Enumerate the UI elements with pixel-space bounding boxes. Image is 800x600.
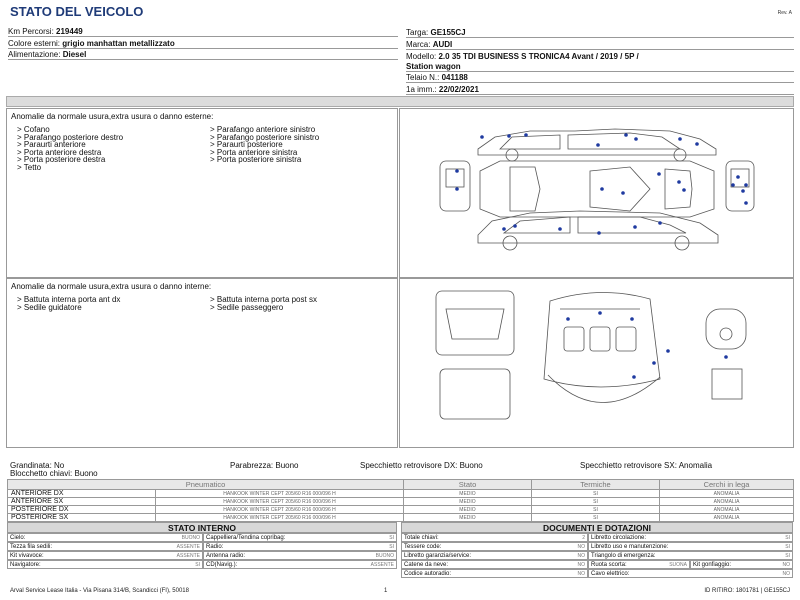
tyre-desc: HANKOOK WINTER CEPT 205/60 R16 000/096 H — [156, 498, 404, 506]
cell-label: Antenna radio: — [206, 553, 246, 559]
cell-value: ASSENTE — [176, 544, 200, 550]
cell-value: NO — [577, 562, 585, 568]
marca-row — [406, 39, 794, 50]
cell-value: NO — [782, 571, 790, 577]
specchietto-sx-text: Specchietto retrovisore SX: Anomalia — [580, 461, 713, 470]
list-item: > Paraurti anteriore — [17, 140, 86, 149]
col-pneumatico: Pneumatico — [8, 480, 404, 490]
cell-label: CD(Navig.): — [206, 562, 238, 568]
cell-label: Cielo: — [10, 535, 26, 541]
cell-value: 2 — [582, 535, 585, 541]
cell-value: SI — [785, 535, 790, 541]
external-damage-panel — [6, 108, 398, 278]
cell-value: SI — [785, 544, 790, 550]
documenti-title: DOCUMENTI E DOTAZIONI — [401, 522, 793, 533]
col-termiche: Termiche — [532, 480, 660, 490]
tyre-stato: MEDIO — [404, 490, 532, 498]
marca-label: Marca: — [406, 40, 431, 49]
list-item: > Porta posteriore destra — [17, 155, 106, 164]
cell-label: Radio: — [206, 544, 224, 550]
immatricolazione-label: 1a imm.: — [406, 85, 437, 94]
interno-cell — [7, 551, 203, 560]
doc-cell — [588, 551, 793, 560]
targa-row — [406, 27, 794, 38]
telaio-value: 041188 — [441, 73, 468, 82]
cell-label: Tessere code: — [404, 544, 442, 550]
cell-label: Navigatore: — [10, 562, 41, 568]
interno-cell — [203, 551, 397, 560]
interno-cell — [203, 533, 397, 542]
list-item: > Battuta interna porta post sx — [210, 295, 317, 304]
cell-label: Ruota scorta: — [591, 562, 627, 568]
colore-value: grigio manhattan metallizzato — [62, 39, 175, 48]
table-row — [8, 514, 794, 522]
cell-label: Tezza fila sedili: — [10, 544, 53, 550]
col-stato: Stato — [404, 480, 532, 490]
grandinata-text: Grandinata: No — [10, 461, 65, 470]
specchietto-dx-text: Specchietto retrovisore DX: Buono — [360, 461, 483, 470]
tyre-termiche: SI — [532, 490, 660, 498]
doc-cell — [401, 542, 588, 551]
modello-label: Modello: — [406, 52, 437, 61]
internal-damage-panel — [6, 278, 398, 448]
cell-value: NO — [577, 544, 585, 550]
doc-cell — [401, 569, 588, 578]
tyre-cerchi: ANOMALIA — [660, 506, 794, 514]
external-diagram-panel — [399, 108, 794, 278]
list-item: > Tetto — [17, 162, 42, 172]
cell-label: Libretto garanzia/service: — [404, 553, 472, 559]
tyre-position: POSTERIORE SX — [8, 514, 156, 522]
alimentazione-label: Alimentazione: — [8, 50, 61, 59]
section-divider — [6, 96, 794, 107]
interno-cell — [203, 560, 397, 569]
footer-id: ID RITIRO: 1801781 | GE155CJ — [704, 588, 790, 594]
revision-label: Rev. A — [777, 10, 792, 16]
table-row — [8, 490, 794, 498]
cell-label: Cavo elettrico: — [591, 571, 630, 577]
tyre-desc: HANKOOK WINTER CEPT 205/60 R16 000/096 H — [156, 506, 404, 514]
km-value: 219449 — [56, 27, 83, 36]
list-item: > Sedile passeggero — [210, 302, 284, 312]
cell-label: Libretto uso e manutenzione: — [591, 544, 669, 550]
km-label: Km Percorsi: — [8, 27, 54, 36]
cell-value: SUONA — [669, 562, 687, 568]
cell-label: Triangolo di emergenza: — [591, 553, 656, 559]
doc-cell — [588, 542, 793, 551]
internal-damage-list-2 — [210, 296, 317, 311]
internal-damage-list-1 — [17, 296, 120, 311]
doc-cell — [401, 533, 588, 542]
alimentazione-value: Diesel — [62, 50, 87, 59]
cell-value: SI — [785, 553, 790, 559]
parabrezza-text: Parabrezza: Buono — [230, 461, 299, 470]
car-interior-diagram — [400, 279, 793, 447]
tyre-stato: MEDIO — [404, 498, 532, 506]
blocchetto-text: Blocchetto chiavi: Buono — [10, 469, 98, 478]
cell-value: SI — [389, 544, 394, 550]
table-row — [8, 498, 794, 506]
tyre-position: POSTERIORE DX — [8, 506, 156, 514]
external-damage-title: Anomalie da normale usura,extra usura o danno esterne: — [11, 112, 214, 121]
tyre-cerchi: ANOMALIA — [660, 514, 794, 522]
tyre-desc: HANKOOK WINTER CEPT 205/60 R16 000/096 H — [156, 514, 404, 522]
doc-cell — [401, 551, 588, 560]
external-damage-list-1 — [17, 126, 123, 171]
cell-label: Catene da neve: — [404, 562, 449, 568]
targa-value: GE155CJ — [430, 28, 466, 37]
cell-label: Kit gonfiaggio: — [693, 562, 732, 568]
cell-label: Codice autoradio: — [404, 571, 452, 577]
alimentazione-row — [8, 49, 398, 60]
doc-cell — [588, 569, 793, 578]
immatricolazione-row — [406, 84, 794, 95]
list-item: > Cofano — [17, 125, 50, 134]
doc-cell — [588, 560, 690, 569]
list-item: > Sedile guidatore — [17, 302, 82, 312]
list-item: > Parafango posteriore destro — [17, 132, 124, 142]
cell-label: Kit vivavoce: — [10, 553, 44, 559]
footer-company: Arval Service Lease Italia - Via Pisana 314/B, Scandicci (FI), 50018 — [10, 588, 189, 594]
colore-label: Colore esterni: — [8, 39, 61, 48]
targa-label: Targa: — [406, 28, 429, 37]
footer-page: 1 — [384, 588, 388, 594]
list-item: > Paraurti posteriore — [210, 140, 283, 149]
modello-row-2 — [406, 61, 794, 72]
km-row — [8, 26, 398, 37]
cell-label: Libretto circolazione: — [591, 535, 647, 541]
list-item: > Porta anteriore destra — [17, 147, 102, 157]
telaio-row — [406, 72, 794, 83]
list-item: > Porta posteriore sinistra — [210, 155, 302, 164]
interno-cell — [203, 542, 397, 551]
telaio-label: Telaio N.: — [406, 73, 440, 82]
doc-cell — [401, 560, 588, 569]
cell-value: ASSENTE — [176, 553, 200, 559]
cell-label: Totale chiavi: — [404, 535, 439, 541]
page-title: STATO DEL VEICOLO — [10, 4, 144, 19]
tyre-cerchi: ANOMALIA — [660, 490, 794, 498]
modello-value-2: Station wagon — [406, 62, 461, 71]
internal-diagram-panel — [399, 278, 794, 448]
external-damage-list-2 — [210, 126, 319, 164]
col-cerchi: Cerchi in lega — [660, 480, 794, 490]
cell-value: SI — [389, 535, 394, 541]
interno-cell — [7, 560, 203, 569]
cell-value: NO — [577, 571, 585, 577]
list-item: > Battuta interna porta ant dx — [17, 295, 121, 304]
tyre-termiche: SI — [532, 514, 660, 522]
list-item: > Porta anteriore sinistra — [210, 147, 298, 157]
list-item: > Parafango posteriore sinistro — [210, 132, 320, 142]
interno-cell — [7, 542, 203, 551]
cell-value: ASSENTE — [370, 562, 394, 568]
tyre-stato: MEDIO — [404, 506, 532, 514]
tyre-stato: MEDIO — [404, 514, 532, 522]
stato-interno-title: STATO INTERNO — [7, 522, 397, 533]
internal-damage-title: Anomalie da normale usura,extra usura o danno interne: — [11, 282, 212, 291]
table-row — [8, 506, 794, 514]
interno-cell — [7, 533, 203, 542]
marca-value: AUDI — [432, 40, 453, 49]
modello-value: 2.0 35 TDI BUSINESS S TRONICA4 Avant / 2019 / 5P / — [438, 52, 639, 61]
cell-value: BUONO — [375, 553, 394, 559]
cell-value: SI — [195, 562, 200, 568]
doc-cell — [588, 533, 793, 542]
cell-value: NO — [782, 562, 790, 568]
cell-value: BUONO — [181, 535, 200, 541]
tyres-table — [7, 479, 794, 522]
cell-value: NO — [577, 553, 585, 559]
doc-cell — [690, 560, 793, 569]
cell-label: Cappelliera/Tendina copribag: — [206, 535, 286, 541]
tyre-termiche: SI — [532, 506, 660, 514]
tyre-position: ANTERIORE SX — [8, 498, 156, 506]
tyre-cerchi: ANOMALIA — [660, 498, 794, 506]
list-item: > Parafango anteriore sinistro — [210, 125, 316, 134]
car-exterior-diagram — [400, 109, 793, 277]
tyre-termiche: SI — [532, 498, 660, 506]
immatricolazione-value: 22/02/2021 — [438, 85, 479, 94]
tyre-desc: HANKOOK WINTER CEPT 205/60 R16 000/096 H — [156, 490, 404, 498]
tyre-position: ANTERIORE DX — [8, 490, 156, 498]
colore-row — [8, 38, 398, 49]
